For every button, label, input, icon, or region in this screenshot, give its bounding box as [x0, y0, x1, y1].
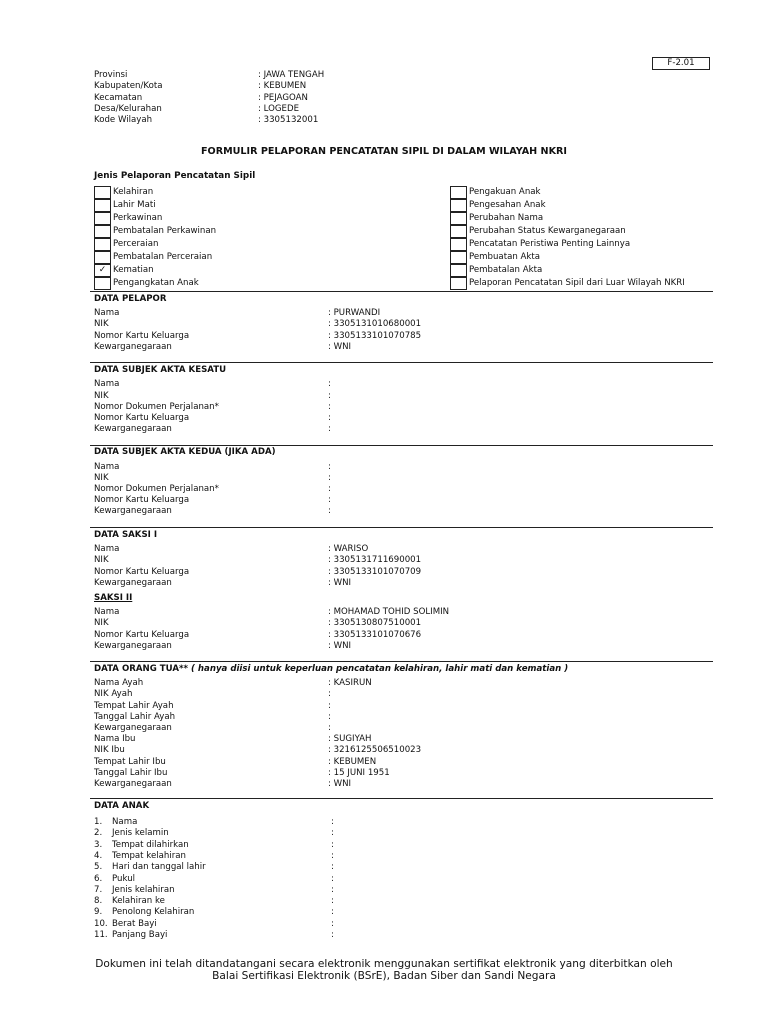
field-value: : [328, 722, 331, 733]
item-number: 7. [94, 884, 103, 895]
field-label: Tempat dilahirkan [112, 839, 189, 850]
field-value: : WNI [328, 640, 352, 651]
field-label: Jenis kelamin [112, 828, 169, 839]
field-value: : [331, 828, 334, 839]
field-label: Panjang Bayi [112, 930, 168, 940]
item-number: 3. [94, 839, 103, 850]
item-number: 6. [94, 873, 103, 884]
field-value: : [328, 412, 331, 423]
field-label: NIK [94, 618, 109, 628]
header-label: Kode Wilayah [94, 114, 153, 125]
field-label: Nama [94, 607, 120, 617]
field-value: : [331, 896, 334, 907]
checkbox-box[interactable] [94, 186, 111, 199]
field-label: Kewarganegaraan [94, 423, 172, 434]
checkbox-box[interactable] [450, 277, 467, 290]
checkbox-label: Pembatalan Akta [469, 265, 543, 275]
field-value: : 3216125506510023 [328, 745, 422, 755]
field-value: : [331, 930, 334, 940]
checkbox-label: Perkawinan [113, 213, 163, 223]
section-title-subjek-kedua: DATA SUBJEK AKTA KEDUA (JIKA ADA) [94, 447, 276, 457]
checkbox-label: Perceraian [113, 239, 159, 249]
field-value: : SUGIYAH [328, 734, 372, 744]
signature-notice-line: Balai Sertifikasi Elektronik (BSrE), Badan Siber dan Sandi Negara [212, 970, 556, 982]
item-number: 1. [94, 817, 103, 827]
signature-notice-line: Dokumen ini telah ditandatangani secara elektronik menggunakan sertifikat elektronik yang diterbitkan oleh [95, 958, 673, 970]
checkbox-box[interactable] [450, 199, 467, 212]
field-label: Tanggal Lahir Ayah [94, 711, 176, 722]
field-label: Jenis kelahiran [112, 884, 175, 895]
field-label: NIK [94, 473, 109, 483]
section-divider [90, 527, 713, 528]
checkbox-box[interactable] [450, 264, 467, 277]
field-label: Hari dan tanggal lahir [112, 862, 206, 873]
field-value: : 3305130807510001 [328, 618, 422, 628]
field-value: : [331, 862, 334, 873]
field-value: : KEBUMEN [328, 756, 377, 767]
checkbox-label: Pengangkatan Anak [113, 278, 199, 288]
checkbox-label: Pembuatan Akta [469, 252, 541, 262]
field-label: Kewarganegaraan [94, 722, 172, 733]
field-label: Nama Ayah [94, 678, 144, 688]
header-value: : KEBUMEN [258, 81, 307, 91]
field-label: NIK [94, 319, 109, 329]
field-label: Nama [94, 544, 120, 554]
form-code: F-2.01 [667, 58, 695, 68]
section-divider [90, 362, 713, 363]
checkbox-label: Pembatalan Perkawinan [113, 226, 217, 236]
header-label: Kabupaten/Kota [94, 81, 163, 91]
checkbox-label: Pengakuan Anak [469, 187, 541, 197]
field-label: Nomor Kartu Keluarga [94, 566, 190, 577]
field-value: : [328, 401, 331, 412]
checkbox-box[interactable] [450, 238, 467, 251]
field-label: Tempat Lahir Ibu [94, 756, 166, 767]
field-label: NIK [94, 555, 109, 565]
header-value: : JAWA TENGAH [258, 70, 325, 80]
field-value: : [328, 711, 331, 722]
field-label: NIK [94, 390, 109, 401]
field-value: : [331, 884, 334, 895]
checkbox-box[interactable] [94, 225, 111, 238]
field-value: : WNI [328, 341, 352, 352]
checkbox-box[interactable] [450, 186, 467, 199]
field-value: : WARISO [328, 544, 369, 554]
section-divider [90, 445, 713, 446]
field-value: : 15 JUNI 1951 [328, 767, 390, 778]
field-label: Tempat kelahiran [112, 850, 186, 861]
field-value: : 3305131711690001 [328, 555, 422, 565]
field-label: Kewarganegaraan [94, 778, 172, 789]
section-note: ( hanya diisi untuk keperluan pencatatan kelahiran, lahir mati dan kematian ) [190, 664, 569, 674]
field-label: Tempat Lahir Ayah [94, 700, 174, 711]
jenis-pelaporan-title: Jenis Pelaporan Pencatatan Sipil [94, 171, 256, 181]
section-title-text: DATA ORANG TUA** [94, 664, 188, 674]
field-value: : [328, 484, 331, 494]
field-label: Nama Ibu [94, 734, 136, 744]
checkbox-box[interactable] [450, 225, 467, 238]
checkbox-box[interactable] [94, 238, 111, 251]
header-label: Provinsi [94, 70, 128, 80]
field-label: Nomor Kartu Keluarga [94, 629, 190, 640]
field-value: : [328, 495, 331, 505]
item-number: 4. [94, 850, 103, 861]
field-value: : WNI [328, 778, 352, 789]
section-divider [90, 661, 713, 662]
item-number: 11. [94, 930, 108, 940]
header-value: : LOGEDE [258, 103, 300, 114]
item-number: 5. [94, 862, 103, 873]
checkbox-box[interactable] [450, 251, 467, 264]
field-label: Kewarganegaraan [94, 577, 172, 588]
header-value: : 3305132001 [258, 114, 319, 125]
checkbox-label: Perubahan Status Kewarganegaraan [469, 226, 626, 236]
field-value: : [328, 689, 331, 699]
checkbox-label: Pembatalan Perceraian [113, 252, 213, 262]
checkbox-label: Pelaporan Pencatatan Sipil dari Luar Wilayah NKRI [469, 278, 685, 288]
field-label: Penolong Kelahiran [112, 907, 195, 918]
checkbox-label: Kelahiran [113, 187, 154, 197]
field-label: Kewarganegaraan [94, 640, 172, 651]
form-title: FORMULIR PELAPORAN PENCATATAN SIPIL DI DALAM WILAYAH NKRI [201, 146, 567, 157]
checkbox-box[interactable] [94, 199, 111, 212]
item-number: 9. [94, 907, 103, 918]
field-label: Kelahiran ke [112, 896, 165, 907]
header-value: : PEJAGOAN [258, 92, 308, 103]
field-value: : [331, 839, 334, 850]
checkbox-label: Pencatatan Peristiwa Penting Lainnya [469, 239, 631, 249]
field-value: : [328, 390, 331, 401]
field-label: Pukul [112, 873, 136, 884]
field-value: : [331, 850, 334, 861]
section-title-saksi-2: SAKSI II [94, 593, 133, 603]
field-value: : PURWANDI [328, 308, 381, 318]
field-value: : [328, 379, 331, 389]
field-value: : KASIRUN [328, 678, 372, 688]
signature-notice [0, 958, 768, 982]
field-label: Kewarganegaraan [94, 506, 172, 516]
field-label: Nomor Kartu Keluarga [94, 412, 190, 423]
field-value: : [328, 423, 331, 434]
field-value: : MOHAMAD TOHID SOLIMIN [328, 607, 450, 617]
field-value: : 3305133101070709 [328, 566, 422, 577]
field-value: : WNI [328, 577, 352, 588]
field-label: NIK Ayah [94, 689, 133, 699]
field-label: Nomor Kartu Keluarga [94, 495, 190, 505]
section-title-orang-tua [94, 664, 568, 674]
field-label: Nomor Dokumen Perjalanan* [94, 484, 219, 494]
field-value: : [328, 700, 331, 711]
checkmark-icon[interactable]: ✓ [94, 264, 111, 277]
checkbox-label: Lahir Mati [113, 200, 156, 210]
checkbox-label: Kematian [113, 265, 154, 275]
field-value: : [331, 817, 334, 827]
field-label: Nomor Kartu Keluarga [94, 330, 190, 341]
checkbox-box[interactable] [94, 277, 111, 290]
field-label: Nama [94, 379, 120, 389]
checkbox-box[interactable] [450, 212, 467, 225]
section-divider [90, 291, 713, 292]
section-title-anak: DATA ANAK [94, 801, 150, 811]
field-label: Berat Bayi [112, 918, 157, 929]
item-number: 2. [94, 828, 103, 839]
field-value: : 3305133101070676 [328, 629, 422, 640]
field-value: : 3305133101070785 [328, 330, 422, 341]
header-label: Kecamatan [94, 92, 143, 103]
field-value: : [331, 907, 334, 918]
field-label: Tanggal Lahir Ibu [94, 767, 168, 778]
item-number: 10. [94, 918, 108, 929]
checkbox-label: Pengesahan Anak [469, 200, 546, 210]
field-value: : [328, 506, 331, 516]
section-title-pelapor: DATA PELAPOR [94, 294, 167, 304]
field-value: : [328, 473, 331, 483]
section-title-saksi-1: DATA SAKSI I [94, 530, 158, 540]
section-title-subjek-kesatu: DATA SUBJEK AKTA KESATU [94, 365, 227, 375]
field-label: Kewarganegaraan [94, 341, 172, 352]
field-value: : [331, 873, 334, 884]
field-label: Nomor Dokumen Perjalanan* [94, 401, 219, 412]
field-value: : [331, 918, 334, 929]
field-label: Nama [112, 817, 138, 827]
item-number: 8. [94, 896, 103, 907]
checkbox-box[interactable] [94, 251, 111, 264]
field-label: NIK Ibu [94, 745, 125, 755]
field-value: : [328, 462, 331, 472]
field-value: : 3305131010680001 [328, 319, 422, 329]
field-label: Nama [94, 308, 120, 318]
checkbox-label: Perubahan Nama [469, 213, 544, 223]
field-label: Nama [94, 462, 120, 472]
checkbox-box[interactable] [94, 212, 111, 225]
form-code-box [652, 57, 710, 70]
header-label: Desa/Kelurahan [94, 103, 162, 114]
section-divider [90, 798, 713, 799]
